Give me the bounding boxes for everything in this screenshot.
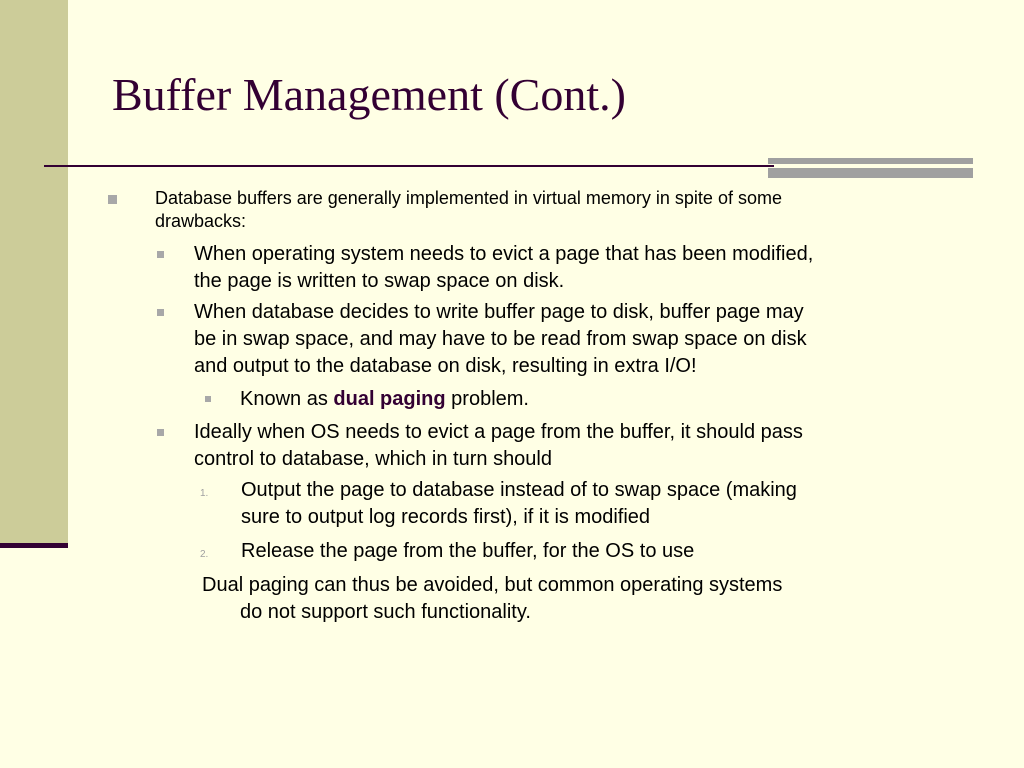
- accent-bar-bottom: [768, 168, 973, 178]
- bullet-text: When operating system needs to evict a page that has been modified, the page is written to swap space on disk.: [194, 243, 814, 292]
- bullet-square-icon: [157, 251, 164, 258]
- bullet-square-icon: [205, 396, 211, 402]
- emphasis-term: dual paging: [333, 388, 446, 410]
- bullet-text: Known as dual paging problem.: [240, 388, 529, 410]
- bullet-text: When database decides to write buffer page to disk, buffer page may be in swap space, and may have to be read from swap space on disk and output to the database on disk, resulting in extra I/O!: [194, 301, 807, 377]
- bullet-square-icon: [108, 195, 117, 204]
- bullet-square-icon: [157, 429, 164, 436]
- slide-title: Buffer Management (Cont.): [112, 69, 626, 120]
- closing-paragraph: Dual paging can thus be avoided, but common operating systems do not support such functionality.: [202, 574, 783, 623]
- left-band-rule: [0, 543, 68, 548]
- title-rule: [44, 165, 774, 167]
- bullet-text: Ideally when OS needs to evict a page from the buffer, it should pass control to database, which in turn should: [194, 421, 803, 470]
- bullet-square-icon: [157, 309, 164, 316]
- bullet-text: Database buffers are generally implemented in virtual memory in spite of some drawbacks:: [155, 188, 782, 231]
- numbered-text: Output the page to database instead of to swap space (making sure to output log records first), if it is modified: [241, 479, 797, 528]
- list-number: 2.: [200, 549, 209, 560]
- accent-bar-top: [768, 158, 973, 164]
- left-decorative-band: [0, 0, 68, 545]
- numbered-text: Release the page from the buffer, for the OS to use: [241, 540, 695, 562]
- list-number: 1.: [200, 488, 209, 499]
